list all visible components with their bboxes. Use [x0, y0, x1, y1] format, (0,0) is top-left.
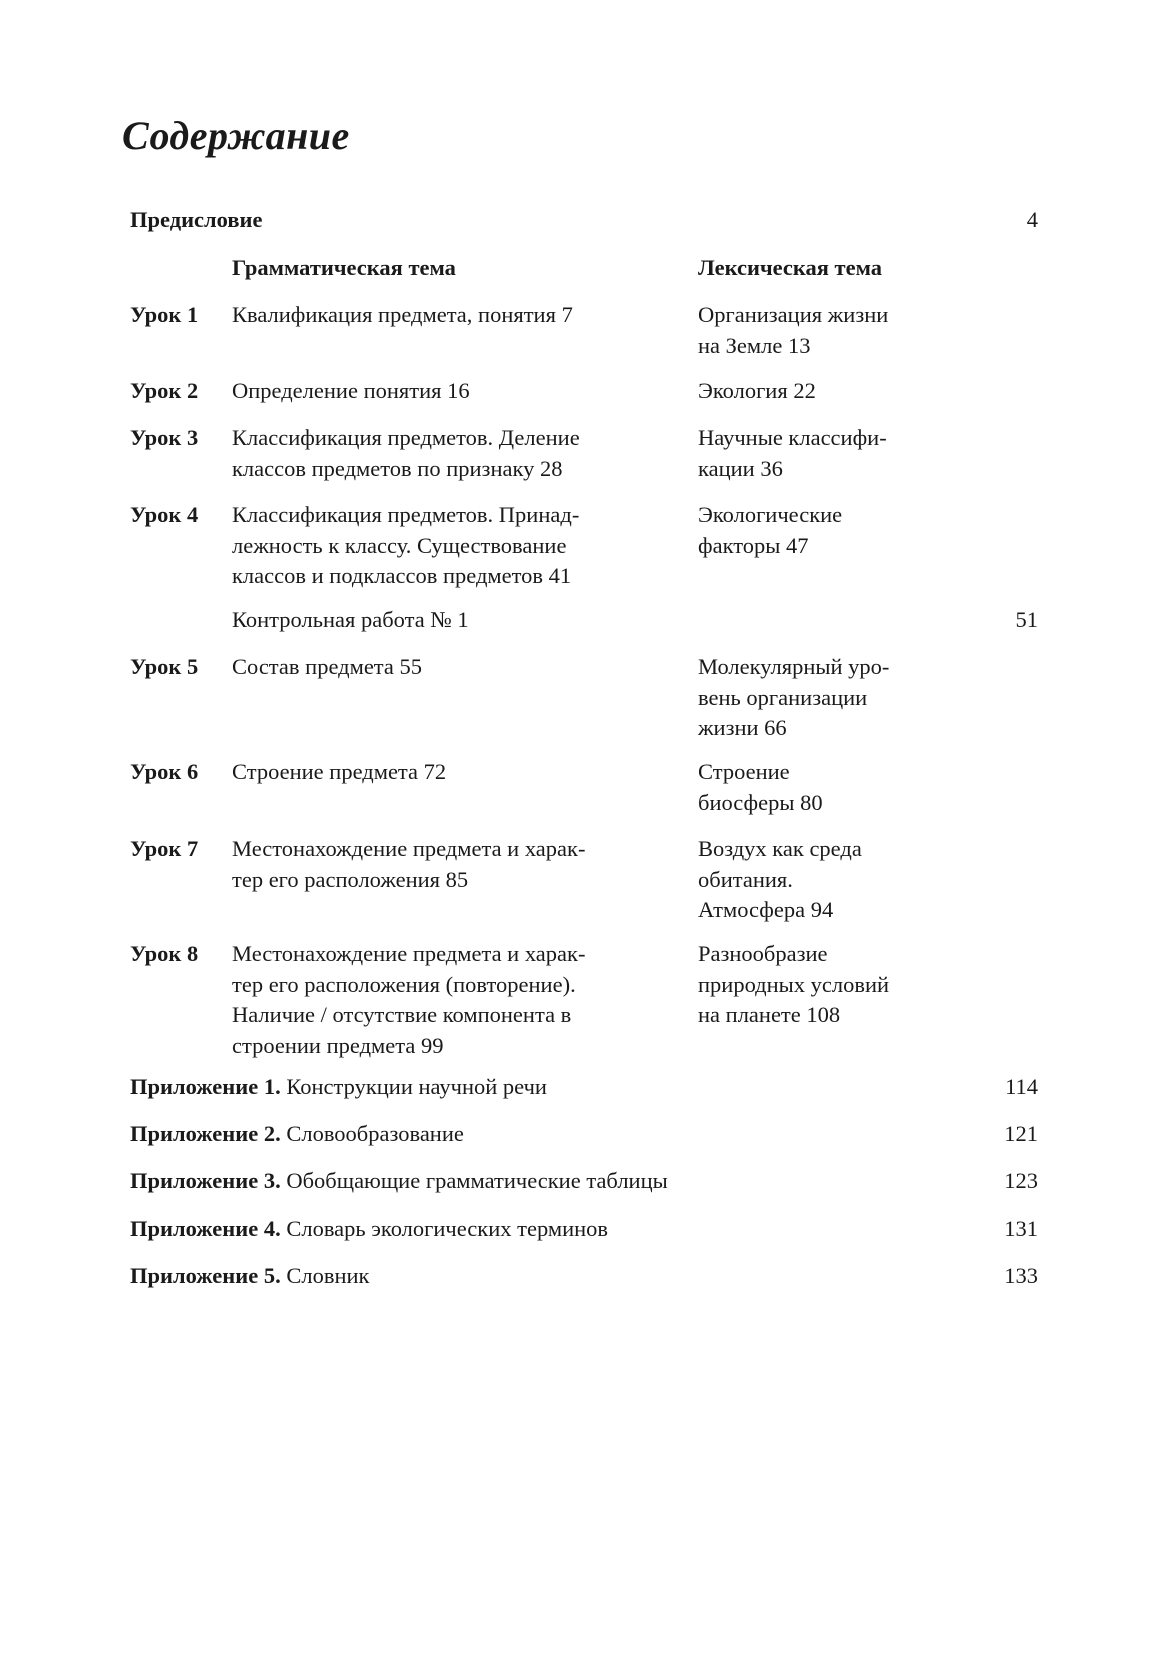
- lesson-label: Урок 7: [130, 836, 199, 861]
- lesson-lexical-topic: Строение биосферы 80: [698, 759, 823, 815]
- appendix-title: Обобщающие грамматические таблицы: [286, 1168, 668, 1193]
- lesson-label: Урок 6: [130, 759, 199, 784]
- preface-page: 4: [1026, 207, 1038, 232]
- appendix-title: Конструкции научной речи: [286, 1074, 547, 1099]
- lesson-label: Урок 8: [130, 941, 199, 966]
- lesson-lexical-topic: Экология 22: [698, 378, 816, 403]
- test-label: Контрольная работа № 1: [232, 607, 469, 632]
- lesson-label: Урок 1: [130, 302, 199, 327]
- lesson-grammar-topic: Состав предмета 55: [232, 654, 423, 679]
- lesson-grammar-topic: Определение понятия 16: [232, 378, 470, 403]
- appendix-page: 123: [1004, 1168, 1038, 1193]
- appendix-page: 114: [1005, 1074, 1038, 1099]
- lesson-label: Урок 3: [130, 425, 199, 450]
- lesson-grammar-topic: Местонахождение предмета и харак- тер его расположения 85: [232, 836, 586, 892]
- appendix-label: Приложение 1.: [130, 1074, 281, 1099]
- lesson-grammar-topic: Строение предмета 72: [232, 759, 447, 784]
- lesson-label: Урок 2: [130, 378, 199, 403]
- lesson-grammar-topic: Классификация предметов. Деление классов предметов по признаку 28: [232, 425, 580, 481]
- lesson-grammar-topic: Местонахождение предмета и харак- тер его расположения (повторение). Наличие / отсутствие компонента в строении предмета 99: [232, 941, 586, 1058]
- appendix-page: 131: [1004, 1216, 1038, 1241]
- appendix-title: Словарь экологических терминов: [286, 1216, 609, 1241]
- lesson-lexical-topic: Экологические факторы 47: [698, 502, 843, 558]
- lesson-label: Урок 4: [130, 502, 199, 527]
- appendix-label: Приложение 4.: [130, 1216, 281, 1241]
- appendix-label: Приложение 3.: [130, 1168, 281, 1193]
- grammar-header: Грамматическая тема: [232, 255, 456, 280]
- lesson-label: Урок 5: [130, 654, 199, 679]
- appendix-page: 121: [1004, 1121, 1038, 1146]
- page-title: Содержание: [122, 113, 350, 158]
- lexical-header: Лексическая тема: [698, 255, 883, 280]
- appendix-page: 133: [1004, 1263, 1038, 1288]
- lesson-lexical-topic: Организация жизни на Земле 13: [698, 302, 889, 358]
- lesson-lexical-topic: Воздух как среда обитания. Атмосфера 94: [698, 836, 862, 922]
- lesson-grammar-topic: Классификация предметов. Принад- лежность к классу. Существование классов и подклассов предметов 41: [232, 502, 580, 588]
- lesson-lexical-topic: Научные классифи- кации 36: [698, 425, 887, 481]
- lesson-lexical-topic: Разнообразие природных условий на планете 108: [698, 941, 890, 1027]
- appendix-title: Словник: [286, 1263, 370, 1288]
- appendix-title: Словообразование: [286, 1121, 464, 1146]
- preface-label: Предисловие: [130, 207, 263, 232]
- test-page: 51: [1015, 607, 1038, 632]
- appendix-label: Приложение 5.: [130, 1263, 281, 1288]
- lesson-lexical-topic: Молекулярный уро- вень организации жизни 66: [698, 654, 890, 740]
- lesson-grammar-topic: Квалификация предмета, понятия 7: [232, 302, 573, 327]
- appendix-label: Приложение 2.: [130, 1121, 281, 1146]
